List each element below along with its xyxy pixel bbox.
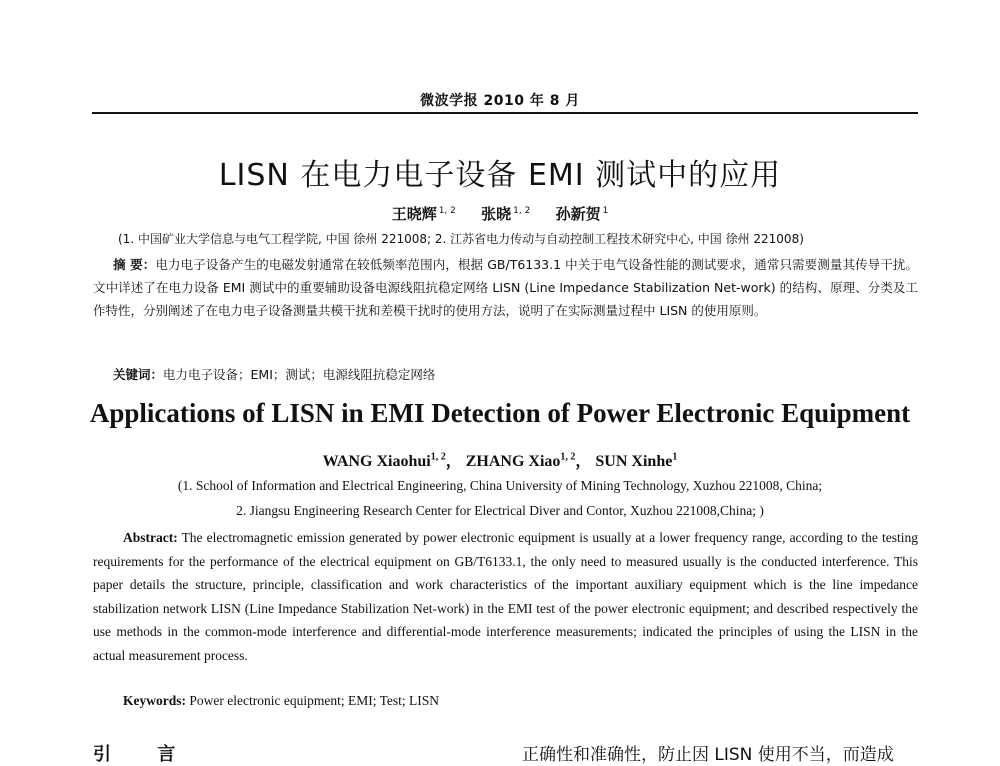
author-name: 张晓	[481, 205, 512, 223]
english-affiliation-1: (1. School of Information and Electrical Engineering, China University of Mining Technology, Xuzhou 221008, China;	[177, 478, 823, 493]
english-author: WANG Xiaohui$^{1, 2}$，	[322, 451, 462, 470]
author-name: SUN Xinhe	[595, 453, 673, 470]
chinese-abstract-text: 电力电子设备产生的电磁发射通常在较低频率范围内，根据 GB/T6133.1 中关于电气设备性能的测试要求，通常只需要测量其传导干扰。文中详述了在电力设备 EMI 测试中的重要辅助设备电源线阻抗稳定网络 LISN (Line Impedance Stabilization Net-work) 的结构、原理、分类及工作特性，分别阐述了在电力电子设备测量共模干扰和差模干扰时的使用方法，说明了在实际测量过程中 LISN 的使用原则。	[93, 257, 919, 318]
running-head: 微波学报 2010 年 8 月	[420, 93, 580, 109]
english-keywords-label: Keywords:	[123, 693, 186, 708]
english-affiliation-2: 2. Jiangsu Engineering Research Center for Electrical Diver and Contor, Xuzhou 221008,China; )	[236, 503, 764, 518]
section-heading-introduction: 引 言	[93, 744, 196, 765]
author-name: 王晓辉	[391, 205, 437, 223]
chinese-keywords-text: 电力电子设备；EMI；测试；电源线阻抗稳定网络	[163, 367, 436, 382]
body-text-fragment: 正确性和准确性，防止因 LISN 使用不当，而造成	[522, 745, 894, 765]
author-affil-mark: 1, 2	[438, 206, 456, 216]
author-affil-mark: 1, 2	[430, 451, 446, 463]
english-author: ZHANG Xiao$^{1, 2}$，	[465, 451, 592, 470]
chinese-author	[392, 205, 456, 223]
english-abstract-label: Abstract:	[123, 530, 178, 545]
chinese-abstract-label: 摘 要：	[113, 257, 156, 272]
chinese-title: LISN 在电力电子设备 EMI 测试中的应用	[218, 158, 782, 193]
author-affil-mark: 1, 2	[513, 206, 531, 216]
chinese-authors	[0, 203, 1000, 224]
english-author	[595, 453, 677, 470]
chinese-keywords-label: 关键词：	[113, 367, 164, 382]
chinese-author	[481, 205, 530, 223]
author-affil-mark: 1, 2	[560, 451, 576, 463]
header-rule	[92, 112, 918, 114]
english-keywords-text: Power electronic equipment; EMI; Test; LISN	[186, 693, 439, 708]
english-abstract-text: The electromagnetic emission generated by power electronic equipment is usually at a lower frequency range, according to the testing requirements for the performance of the electrical equipment on GB/T6133.1, the only need to measured usually is the conducted interference. This paper details the structure, principle, classification and work characteristics of the important auxiliary equipment which is the line impedance stabilization network LISN (Line Impedance Stabilization Net-work) in the EMI test of the power electronic equipment; and described respectively the use methods in the common-mode interference and differential-mode interference measurements; indicated the principles of using the LISN in the actual measurement process.	[93, 530, 918, 663]
chinese-affiliation: (1. 中国矿业大学信息与电气工程学院, 中国 徐州 221008; 2. 江苏省电力传动与自动控制工程技术研究中心, 中国 徐州 221008)	[118, 232, 804, 246]
chinese-author	[556, 205, 609, 223]
author-affil-mark: 1	[602, 206, 609, 216]
author-name: WANG Xiaohui	[322, 453, 431, 470]
chinese-abstract	[93, 253, 918, 322]
author-name: ZHANG Xiao	[465, 453, 561, 470]
english-abstract	[93, 526, 918, 668]
chinese-keywords	[113, 365, 435, 383]
english-authors	[0, 448, 1000, 471]
english-title: Applications of LISN in EMI Detection of Power Electronic Equipment	[89, 398, 911, 428]
english-keywords	[123, 693, 439, 709]
author-name: 孙新贺	[555, 205, 601, 223]
author-affil-mark: 1	[672, 451, 678, 463]
